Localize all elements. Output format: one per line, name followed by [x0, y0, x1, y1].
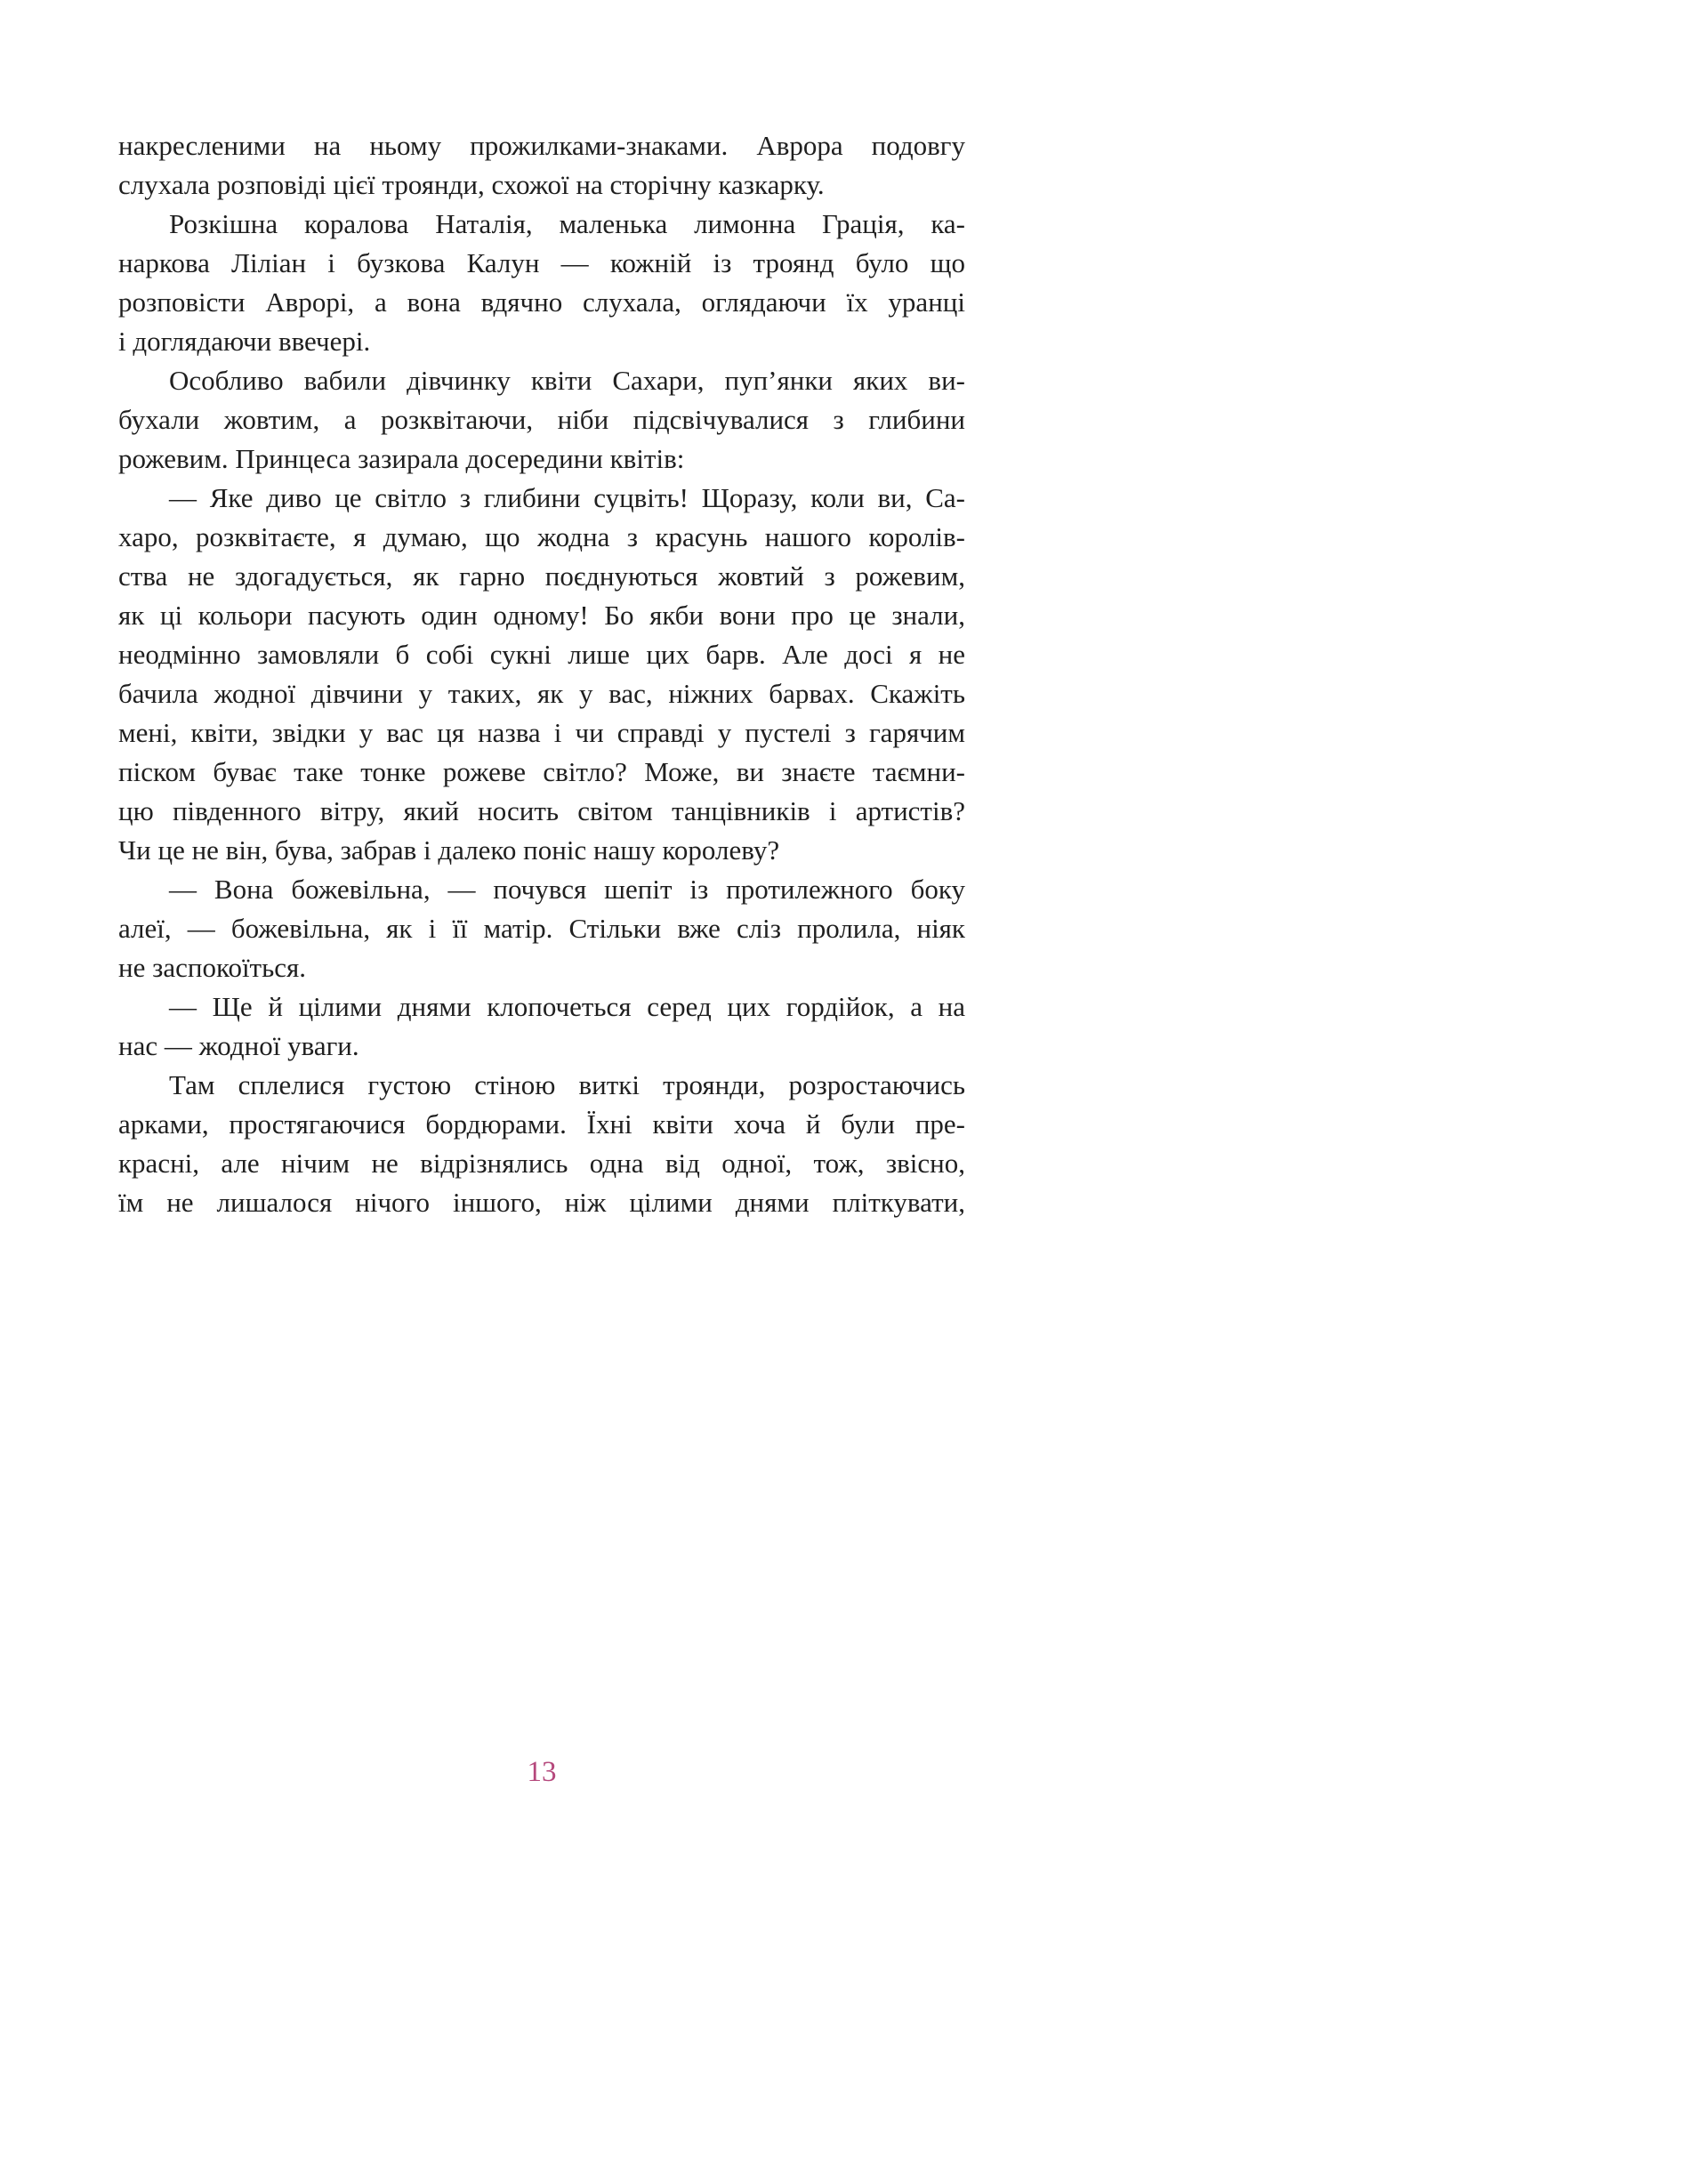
page-text [118, 126, 965, 1222]
paragraph [118, 205, 965, 361]
paragraph [118, 126, 965, 205]
text-line: красні, але нічим не відрізнялись одна від одної, тож, звісно, [118, 1148, 965, 1179]
text-line: слухала розповіді цієї троянди, схожої на сторічну казкарку. [118, 169, 825, 200]
text-line: їм не лишалося нічого іншого, ніж цілими днями пліткувати, [118, 1187, 965, 1218]
page-number: 13 [527, 1756, 557, 1788]
text-line: — Вона божевільна, — почувся шепіт із протилежного боку [169, 874, 965, 905]
text-line: мені, квіти, звідки у вас ця назва і чи справді у пустелі з гарячим [118, 717, 965, 748]
text-line: — Яке диво це світло з глибини суцвіть! Щоразу, коли ви, Са- [169, 482, 965, 513]
text-line: наркова Ліліан і бузкова Калун — кожній із троянд було що [118, 247, 965, 278]
text-line: піском буває таке тонке рожеве світло? Може, ви знаєте таємни- [118, 756, 965, 787]
text-line: ства не здогадується, як гарно поєднуються жовтий з рожевим, [118, 560, 965, 592]
text-line: нас — жодної уваги. [118, 1030, 359, 1061]
text-line: Чи це не він, бува, забрав і далеко поніс нашу королеву? [118, 834, 780, 866]
text-line: алеї, — божевільна, як і її матір. Стільки вже сліз пролила, ніяк [118, 913, 965, 944]
text-line: Розкішна коралова Наталія, маленька лимонна Грація, ка- [169, 208, 965, 239]
text-line: Там сплелися густою стіною виткі троянди, розростаючись [169, 1069, 965, 1100]
paragraph [118, 361, 965, 479]
paragraph [118, 479, 965, 870]
text-line: розповісти Аврорі, а вона вдячно слухала, оглядаючи їх уранці [118, 286, 965, 318]
text-line: неодмінно замовляли б собі сукні лише цих барв. Але досі я не [118, 639, 965, 670]
text-line: не заспокоїться. [118, 952, 307, 983]
text-line: арками, простягаючися бордюрами. Їхні квіти хоча й були пре- [118, 1108, 965, 1140]
text-line: харо, розквітаєте, я думаю, що жодна з красунь нашого королів- [118, 521, 965, 552]
text-line: бачила жодної дівчини у таких, як у вас, ніжних барвах. Скажіть [118, 678, 965, 709]
paragraph [118, 1066, 965, 1222]
text-line: як ці кольори пасують один одному! Бо якби вони про це знали, [118, 600, 965, 631]
text-line: накресленими на ньому прожилками-знаками. Аврора подовгу [118, 130, 965, 161]
text-line: рожевим. Принцеса зазирала досередини квітів: [118, 443, 685, 474]
paragraph [118, 870, 965, 987]
text-line: цю південного вітру, який носить світом танцівників і артистів? [118, 795, 965, 826]
text-line: Особливо вабили дівчинку квіти Сахари, пуп’янки яких ви- [169, 365, 965, 396]
text-line: — Ще й цілими днями клопочеться серед цих гордійок, а на [169, 991, 965, 1022]
paragraph [118, 987, 965, 1066]
text-line: і доглядаючи ввечері. [118, 326, 371, 357]
text-line: бухали жовтим, а розквітаючи, ніби підсвічувалися з глибини [118, 404, 965, 435]
